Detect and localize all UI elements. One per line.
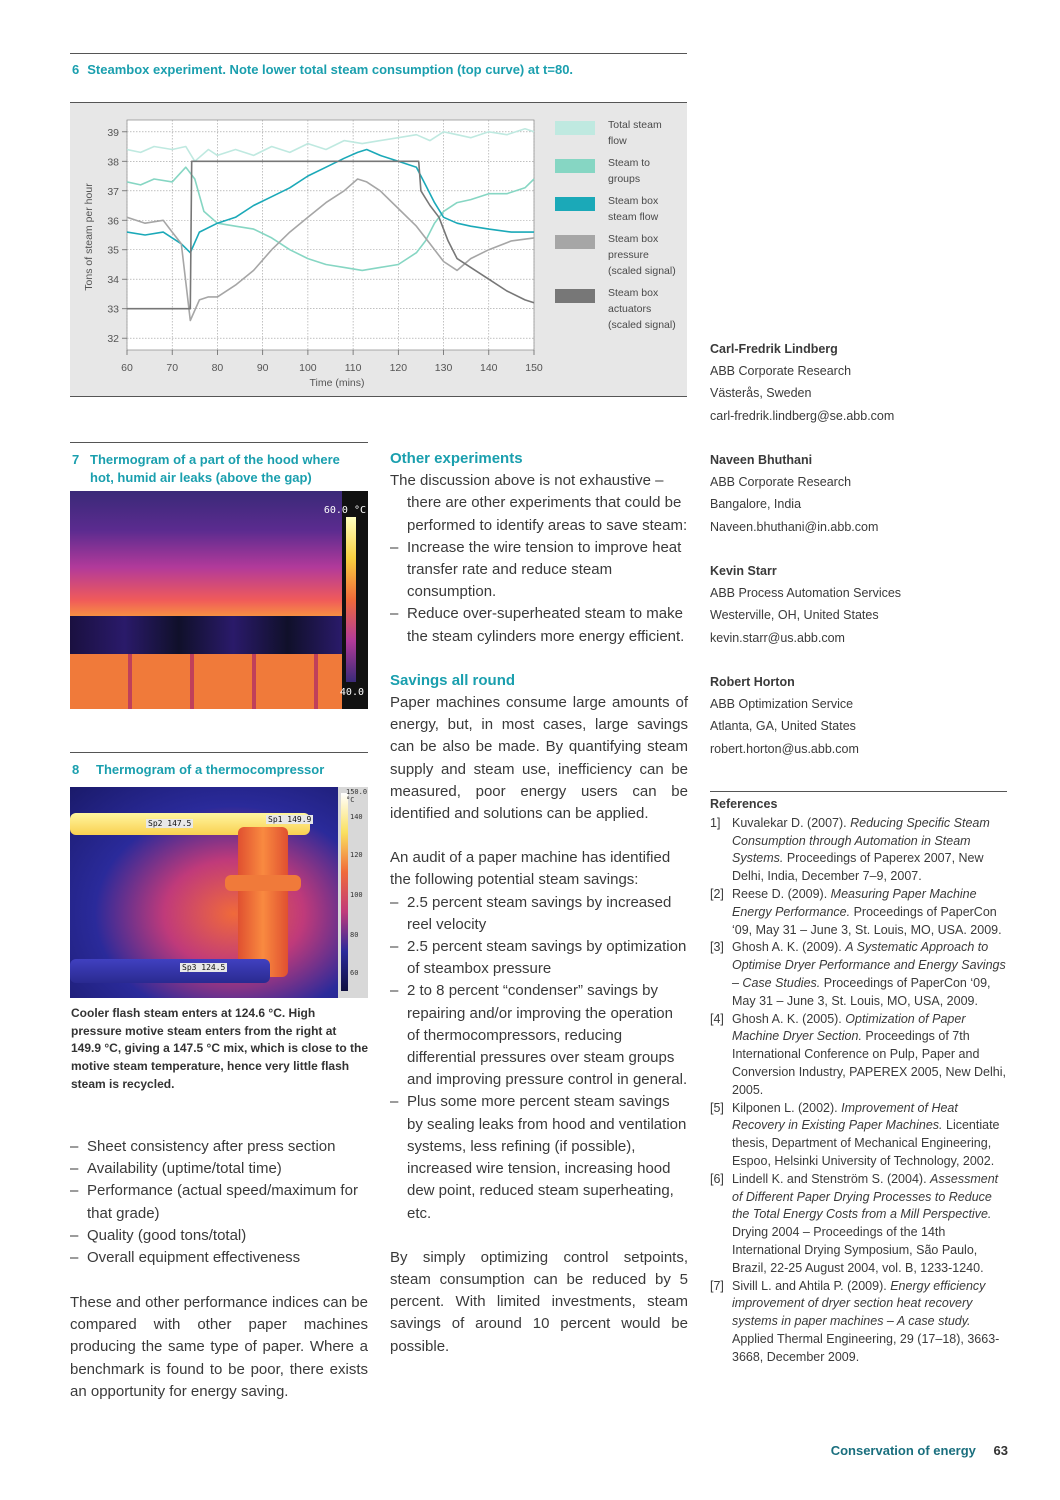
reference-authors: Kuvalekar D. (2007).: [732, 815, 847, 830]
performance-indices-list: [70, 1136, 370, 1269]
reference-title: A Systematic Approach to Optimise Dryer Performance and Energy Savings – Case Studies.: [732, 940, 1006, 990]
reference-title: Assessment of Different Paper Drying Processes to Reduce the Total Energy Costs from a Mill Perspective.: [732, 1171, 999, 1222]
reference-item: [710, 1011, 1008, 1100]
reference-text: [732, 1100, 1008, 1171]
x-tick-label: 80: [211, 362, 224, 374]
reference-details: Drying 2004 – Proceedings of the 14th International Drying Symposium, São Paulo, Brazil, 22-25 August 2004, vol. B, 1233-1240.: [732, 1225, 984, 1275]
x-tick-label: 90: [256, 362, 269, 374]
scale-top-label: 150.0 °C: [346, 788, 368, 804]
other-experiments-intro: The discussion above is not exhaustive – there are other experiments that could be performed to identify areas to save steam:: [390, 472, 688, 534]
reference-authors: Reese D. (2009).: [732, 886, 828, 901]
references-rule: [710, 791, 1007, 792]
reference-details: Proceedings of PaperCon ‘09, May 31 – June 3, St. Louis, MO, USA. 2009.: [732, 904, 1002, 937]
reference-text: [732, 1011, 1008, 1100]
reference-details: Applied Thermal Engineering, 29 (17–18), 3663-3668, December 2009.: [732, 1331, 1000, 1364]
x-tick-label: 120: [389, 362, 408, 374]
y-tick-label: 39: [107, 126, 119, 139]
list-item: – 2.5 percent steam savings by optimization of steambox pressure: [390, 936, 688, 980]
author-name: Naveen Bhuthani: [710, 453, 813, 467]
reference-authors: Kilponen L. (2002).: [732, 1100, 838, 1115]
author-block: [710, 449, 878, 538]
spot-sp3: Sp3 124.5: [182, 963, 226, 972]
reference-text: [732, 1171, 1008, 1278]
x-tick-label: 70: [166, 362, 179, 374]
legend-label: Steam to groups: [608, 157, 651, 185]
author-name: Kevin Starr: [710, 564, 777, 578]
list-item: – Quality (good tons/total): [70, 1225, 370, 1247]
author-place: Västerås, Sweden: [710, 386, 812, 401]
reference-number: [5]: [710, 1100, 724, 1115]
x-tick-label: 100: [299, 362, 317, 374]
reference-item: [710, 1100, 1008, 1171]
x-tick-label: 130: [434, 362, 453, 374]
legend-label: Steam box actuators (scaled signal): [608, 287, 676, 331]
author-email[interactable]: kevin.starr@us.abb.com: [710, 630, 845, 645]
references-title: References: [710, 797, 778, 811]
legend-swatch: [555, 235, 595, 249]
reference-number: 1]: [710, 815, 721, 830]
fig7-rule: [70, 442, 368, 443]
savings-paragraph: Paper machines consume large amounts of energy, but, in most cases, large savings can be also be made. By quantifying steam supply and steam use, inefficiency can be measured, poor energy users can be identified and solutions can be applied.: [390, 694, 688, 823]
scale-tick: 60: [350, 969, 359, 977]
author-block: [710, 338, 894, 427]
reference-title: Reducing Specific Steam Consumption through Automation in Steam Systems.: [732, 815, 990, 866]
reference-number: [4]: [710, 1011, 724, 1026]
figure-6-caption: [72, 62, 687, 77]
list-item: – 2 to 8 percent “condenser” savings by repairing and/or improving the operation of thermocompressors, reducing differential pressures over steam groups and improving pressure control in general.: [390, 980, 688, 1091]
y-tick-label: 35: [107, 244, 119, 257]
reference-title: Energy efficiency improvement of dryer section heat recovery systems in paper machines – A case study.: [732, 1278, 986, 1329]
author-email[interactable]: robert.horton@us.abb.com: [710, 741, 859, 756]
legend-swatch: [555, 159, 595, 173]
color-scale-bar: [346, 517, 356, 682]
reference-number: [3]: [710, 940, 724, 955]
top-rule: [70, 53, 687, 54]
y-tick-label: 37: [107, 185, 119, 198]
figure-8-caption: [72, 761, 368, 779]
y-tick-label: 34: [107, 274, 119, 287]
list-item: – Sheet consistency after press section: [70, 1136, 370, 1158]
hood-gap-band: [70, 616, 342, 654]
reference-details: Proceedings of Paperex 2007, New Delhi, India, December 7–9, 2007.: [732, 851, 984, 884]
column-2: [390, 448, 688, 1358]
figure-number: 6: [72, 62, 80, 77]
author-place: Westerville, OH, United States: [710, 608, 879, 623]
x-tick-label: 110: [344, 362, 362, 374]
y-tick-label: 38: [107, 156, 119, 169]
reference-item: [710, 815, 1008, 886]
x-axis-label: Time (mins): [309, 377, 365, 389]
legend-item: [555, 231, 685, 279]
legend-item: [555, 285, 685, 333]
y-tick-label: 36: [107, 215, 119, 228]
footer-section-title: Conservation of energy: [830, 1443, 976, 1458]
legend-item: [555, 117, 685, 149]
reference-number: [2]: [710, 886, 724, 901]
author-name: Robert Horton: [710, 675, 795, 689]
list-item: – Reduce over-superheated steam to make the steam cylinders more energy efficient.: [390, 603, 688, 647]
author-email[interactable]: Naveen.bhuthani@in.abb.com: [710, 519, 879, 534]
author-place: Bangalore, India: [710, 497, 802, 512]
flash-steam-pipe: [70, 959, 270, 983]
temperature-scale: [338, 787, 368, 998]
figure-8-note: Cooler flash steam enters at 124.6 °C. High pressure motive steam enters from the right at 149.9 °C, giving a 147.5 °C mix, which is close to the motive steam temperature, hence very little flash steam is recycled.: [71, 1006, 369, 1091]
reference-item: [710, 886, 1008, 939]
scale-max-label: 60.0 °C: [323, 505, 366, 516]
final-paragraph: By simply optimizing control setpoints, steam consumption can be reduced by 5 percent. With limited investments, steam savings of around 10 percent would be possible.: [390, 1248, 688, 1355]
steambox-chart-panel: [70, 103, 687, 397]
vertical-pipe: [238, 827, 288, 977]
figure-caption-text: Thermogram of a thermocompressor: [96, 762, 325, 777]
spot-sp1: Sp1 149.9: [268, 815, 312, 824]
reference-authors: Sivill L. and Ahtila P. (2009).: [732, 1278, 887, 1293]
audit-savings-list: [390, 892, 688, 1225]
list-item: – Overall equipment effectiveness: [70, 1247, 370, 1269]
reference-details: Licentiate thesis, Department of Mechanical Engineering, Espoo, Helsinki University of Technology, 2002.: [732, 1118, 1000, 1168]
figure-7-caption: [72, 451, 368, 487]
other-experiments-list: [390, 537, 688, 648]
author-block: [710, 560, 901, 649]
reference-title: Optimization of Paper Machine Dryer Section.: [732, 1011, 966, 1044]
author-org: ABB Corporate Research: [710, 475, 852, 490]
legend-item: [555, 193, 685, 225]
scale-min-label: 40.0: [339, 687, 364, 698]
scale-tick: 100: [350, 891, 363, 899]
figure-number: 8: [72, 762, 80, 777]
reference-text: [732, 815, 1008, 886]
list-item: – Performance (actual speed/maximum for that grade): [70, 1180, 370, 1224]
x-tick-label: 150: [525, 362, 543, 374]
legend-label: Total steam flow: [608, 119, 662, 147]
reference-details: Proceedings of 7th International Conference on Pulp, Paper and Conversion Industry, PAPEREX 2005, New Delhi, 2005.: [732, 1029, 1006, 1097]
page-footer: [831, 1443, 1008, 1458]
reference-authors: Ghosh A. K. (2005).: [732, 1011, 842, 1026]
y-axis-label: Tons of steam per hour: [83, 183, 95, 291]
hood-lower-panels: [70, 654, 342, 709]
list-item: – Increase the wire tension to improve heat transfer rate and reduce steam consumption.: [390, 537, 688, 604]
hood-thermogram-image: [70, 491, 368, 709]
legend-swatch: [555, 197, 595, 211]
reference-title: Measuring Paper Machine Energy Performance.: [732, 886, 977, 919]
legend-item: [555, 155, 685, 187]
list-item: – Plus some more percent steam savings by sealing leaks from hood and ventilation systems, less refining (if possible), increased wire tension, increasing hood dew point, reduced steam superheating, etc.: [390, 1091, 688, 1224]
figure-number: 7: [72, 452, 80, 467]
color-scale-bar: [341, 793, 348, 991]
spot-sp2: Sp2 147.5: [148, 819, 192, 828]
reference-item: [710, 1278, 1008, 1367]
reference-text: [732, 1278, 1008, 1367]
author-place: Atlanta, GA, United States: [710, 719, 856, 734]
reference-details: Proceedings of PaperCon ‘09, May 31 – June 3, St. Louis, MO, USA, 2009.: [732, 975, 991, 1008]
audit-intro: An audit of a paper machine has identified the following potential steam savings:: [390, 849, 671, 889]
x-tick-label: 140: [480, 362, 498, 374]
y-tick-label: 33: [107, 303, 119, 316]
author-org: ABB Corporate Research: [710, 364, 852, 379]
page-number: 63: [993, 1443, 1008, 1458]
steambox-chart: [70, 103, 550, 397]
scale-tick: 120: [350, 851, 363, 859]
plot-area: [127, 120, 534, 350]
reference-text: [732, 886, 1008, 939]
reference-text: [732, 939, 1008, 1010]
reference-item: [710, 939, 1008, 1010]
reference-number: [7]: [710, 1278, 724, 1293]
x-tick-label: 60: [121, 362, 133, 374]
figure-caption-text: Steambox experiment. Note lower total steam consumption (top curve) at t=80.: [87, 62, 574, 77]
legend-swatch: [555, 121, 595, 135]
reference-number: [6]: [710, 1171, 724, 1186]
author-name: Carl-Fredrik Lindberg: [710, 342, 838, 356]
references: [710, 796, 1008, 1367]
author-org: ABB Process Automation Services: [710, 586, 902, 601]
fig8-rule: [70, 752, 368, 753]
author-org: ABB Optimization Service: [710, 697, 854, 712]
flange: [225, 875, 301, 891]
reference-list: [710, 815, 1008, 1367]
savings-heading: Savings all round: [390, 671, 516, 689]
author-block: [710, 671, 859, 760]
legend-label: Steam box pressure (scaled signal): [608, 233, 676, 277]
scale-tick: 140: [350, 813, 363, 821]
legend-label: Steam box steam flow: [608, 195, 659, 223]
scale-tick: 80: [350, 931, 359, 939]
reference-title: Improvement of Heat Recovery in Existing Paper Machines.: [732, 1100, 958, 1133]
benchmark-paragraph: These and other performance indices can be compared with other paper machines producing the same type of paper. Where a benchmark is found to be poor, there exists an opportunity for energy saving.: [70, 1294, 368, 1400]
reference-authors: Lindell K. and Stenström S. (2004).: [732, 1171, 927, 1186]
legend-swatch: [555, 289, 595, 303]
chart-legend: [555, 117, 685, 339]
reference-authors: Ghosh A. K. (2009).: [732, 940, 842, 955]
thermocompressor-thermogram-image: [70, 787, 368, 998]
temperature-scale: [339, 491, 368, 709]
list-item: – Availability (uptime/total time): [70, 1158, 370, 1180]
y-tick-label: 32: [107, 333, 119, 346]
reference-item: [710, 1171, 1008, 1278]
figure-caption-text: Thermogram of a part of the hood where hot, humid air leaks (above the gap): [90, 452, 340, 485]
list-item: – 2.5 percent steam savings by increased reel velocity: [390, 892, 688, 936]
author-email[interactable]: carl-fredrik.lindberg@se.abb.com: [710, 408, 895, 423]
other-experiments-heading: Other experiments: [390, 450, 523, 467]
